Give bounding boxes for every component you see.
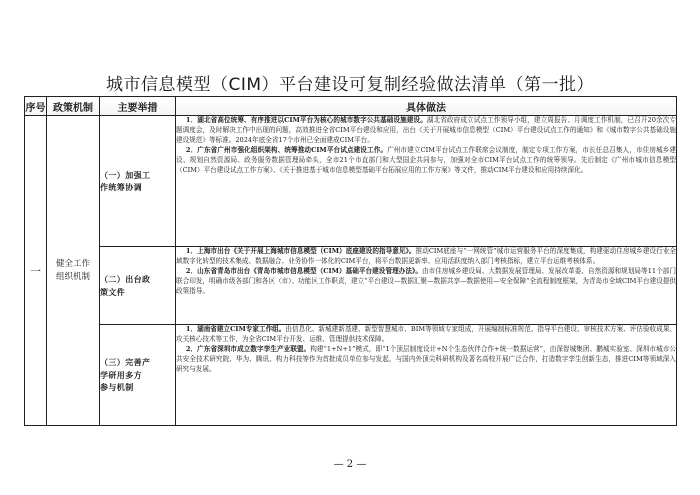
action-line: 参与机制: [100, 382, 134, 393]
detail-lead: 1．上海市出台《关于开展上海城市信息模型（CIM）底座建设的指导意见》。: [185, 247, 416, 255]
header-mechanism: 政策机制: [47, 97, 100, 116]
action-cell: [100, 116, 176, 247]
header-action: 主要举措: [100, 97, 176, 116]
table-row: [25, 116, 677, 247]
header-seq: 序号: [25, 97, 47, 116]
detail-body: 构建“1+N+1”模式，即“1个顶层制度设计+N个生态伙伴合作+统一数据运营”，由深智城集团、鹏城实验室、深圳市城市公共安全技术研究院、华为、腾讯、构力科技等作为首批成员单位参与发起，与国内外顶尖科研机构及著名高校开展广泛合作，打造数字孪生创新生态，推进CIM等领域深入研究与发展。: [176, 344, 676, 373]
action-line: （三）完善产: [100, 357, 151, 368]
detail-body: 广州市建立CIM平台试点工作联席会议制度，制定专项工作方案，市长任总召集人，市住房城乡建设、规划自然资源局、政务服务数据管理局牵头，全市21个市直部门和大型国企共同参与，加强对全市CIM平台试点工作的统筹领导。先后制定《广州市城市信息模型（CIM）平台建设试点工作方案》、《关于推进基于城市信息模型基础平台拓展应用的工作方案》等文件，推动CIM平台建设和应用持续深化。: [176, 145, 677, 174]
detail-body: 推动CIM底座与“一网统管”城市运营服务平台的深度集成，构建驱动住房城乡建设行业全域数字化转型的技术集成、数据融合、业务协作一体化的CIM平台，将平台数据更新率、应用活跃度纳入部门考核指标，建立平台运维考核体系。: [176, 247, 676, 265]
page-title: 城市信息模型（CIM）平台建设可复制经验做法清单（第一批）: [105, 75, 595, 95]
page-number: — 2 —: [333, 459, 367, 470]
detail-body: 湖北省政府成立试点工作领导小组，建立周报告、月调度工作机制，已召开20余次专题调度会，及时解决工作中出现的问题，高效推进全省CIM平台建设和应用，出台《关于开展城市信息模型（CIM）平台建设试点工作的通知》和《城市数字公共基础设施建设规范》等标准。2024年底全省17个市州已全面建成CIM平台。: [176, 116, 676, 144]
table-header-row: [25, 97, 677, 116]
mechanism-line: 健全工作: [55, 258, 90, 269]
detail-paragraph: [176, 345, 676, 375]
detail-lead: 2．广东省广州市强化组织架构、统筹推动CIM平台试点建设工作。: [185, 145, 388, 154]
header-detail: 具体做法: [176, 97, 677, 116]
measures-table: [24, 96, 677, 426]
table-row: [25, 247, 677, 325]
action-cell: [100, 325, 176, 426]
table-row: [25, 325, 677, 426]
detail-paragraph: [176, 325, 676, 345]
action-line: 作统筹协调: [100, 182, 142, 192]
mechanism-cell: [47, 116, 100, 426]
seq-cell: 一: [25, 116, 47, 426]
action-line: （二）出台政: [100, 274, 151, 285]
detail-cell: [176, 247, 677, 325]
action-line: （一）加强工: [100, 169, 151, 180]
action-line: 策文件: [100, 286, 126, 297]
detail-lead: 1．湖南省建立CIM专家工作组。: [185, 325, 286, 333]
detail-paragraph: [176, 116, 676, 146]
detail-cell: [176, 325, 677, 426]
detail-cell: [176, 116, 677, 247]
detail-lead: 2．广东省深圳市成立数字孪生产业联盟。: [185, 344, 311, 353]
detail-paragraph: [176, 146, 676, 176]
action-cell: [100, 247, 176, 325]
detail-paragraph: [176, 247, 676, 267]
detail-body: 由信息化、新城建新基建、新型智慧城市、BIM等领域专家组成，开展编制标准规范、指导平台建设、审核技术方案、评估验收成果、攻关核心技术等工作，为全省CIM平台开发、运维、管理提供技术保障。: [176, 325, 677, 343]
detail-paragraph: [176, 267, 676, 297]
action-line: 学研用多方: [100, 369, 142, 380]
detail-lead: 2．山东省青岛市出台《青岛市城市信息模型（CIM）基础平台建设管理办法》。: [185, 266, 422, 275]
detail-body: 由市住房城乡建设局、大数据发展管理局、发展改革委、自然资源和规划局等11个部门联合印发，明确市级各部门和各区（市）、功能区工作职责，建立“平台建设—数据汇聚—数据共享—数据使用—安全保障”全流程制度框架，为青岛市全域CIM平台建设提供政策指导。: [176, 266, 677, 295]
detail-lead: 1．湖北省高位统筹、有序推进以CIM平台为核心的城市数字公共基础设施建设。: [185, 116, 427, 124]
mechanism-line: 组织机制: [55, 271, 90, 282]
